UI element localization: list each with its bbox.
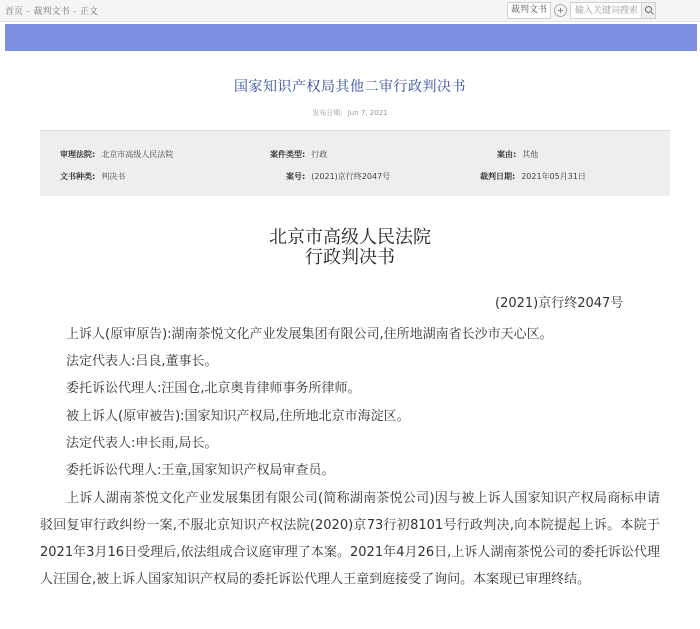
meta-court-value: 北京市高级人民法院 [101,150,174,159]
meta-doc-type [60,171,125,182]
search-icon-handle [651,12,654,15]
publish-date-label: 发布日期: [312,109,343,117]
search-bar [507,2,656,19]
meta-court-label: 审理法院: [60,150,96,159]
document-kind: 行政判决书 [305,247,395,268]
court-name: 北京市高级人民法院 [269,227,431,248]
search-scope-select[interactable]: 裁判文书 [507,2,551,19]
party-appellee-agent: 委托诉讼代理人:王童,国家知识产权局审查员。 [66,463,335,478]
party-appellant: 上诉人(原审原告):湖南茶悦文化产业发展集团有限公司,住所地湖南省长沙市天心区。 [66,327,553,342]
meta-judgment-date [480,171,586,182]
judgment-body-paragraph: 上诉人湖南茶悦文化产业发展集团有限公司(简称湖南茶悦公司)因与被上诉人国家知识产权局商标申请驳回复审行政纠纷一案,不服北京知识产权法院(2020)京73行初8101号行政判决,向本院提起上诉。本院于2021年3月16日受理后,依法组成合议庭审理了本案。2021年4月26日,上诉人湖南茶悦公司的委托诉讼代理人汪国仓,被上诉人国家知识产权局的委托诉讼代理人王童到庭接受了询问。本案现已审理终结。 [40,491,660,587]
meta-case-no-label: 案号: [286,172,306,181]
breadcrumb [5,4,98,17]
meta-judgment-date-label: 裁判日期: [480,172,516,181]
search-button[interactable] [642,2,656,19]
meta-case-no [286,171,390,182]
breadcrumb-separator: – [72,7,78,17]
meta-cause-value: 其他 [522,150,539,159]
meta-doc-type-value: 判决书 [101,172,126,181]
page-title: 国家知识产权局其他二审行政判决书 [234,79,466,95]
plus-circle-icon[interactable] [554,4,567,17]
publish-date-value: Jun 7, 2021 [347,109,388,117]
party-appellant-agent: 委托诉讼代理人:汪国仓,北京奥肯律师事务所律师。 [66,381,361,396]
meta-cause [497,149,538,160]
breadcrumb-separator: – [26,7,31,17]
meta-judgment-date-value: 2021年05月31日 [521,172,586,181]
breadcrumb-home[interactable]: 首页 [5,7,24,17]
header-banner [5,24,697,51]
search-input[interactable] [570,2,642,19]
meta-cause-label: 案由: [497,150,517,159]
case-number: (2021)京行终2047号 [495,296,624,311]
top-bar [0,0,700,22]
party-appellee: 被上诉人(原审被告):国家知识产权局,住所地北京市海淀区。 [66,409,410,424]
meta-doc-type-label: 文书种类: [60,172,96,181]
meta-case-type-value: 行政 [311,150,328,159]
meta-case-no-value: (2021)京行终2047号 [311,172,391,181]
publish-date [0,108,700,118]
case-metadata-panel [40,130,670,196]
party-appellant-representative: 法定代表人:吕良,董事长。 [66,354,218,369]
meta-case-type-label: 案件类型: [270,150,306,159]
party-appellee-representative: 法定代表人:申长雨,局长。 [66,436,218,451]
breadcrumb-current: 正文 [80,7,99,17]
breadcrumb-section[interactable]: 裁判文书 [33,7,70,17]
meta-court [60,149,173,160]
meta-case-type [270,149,327,160]
